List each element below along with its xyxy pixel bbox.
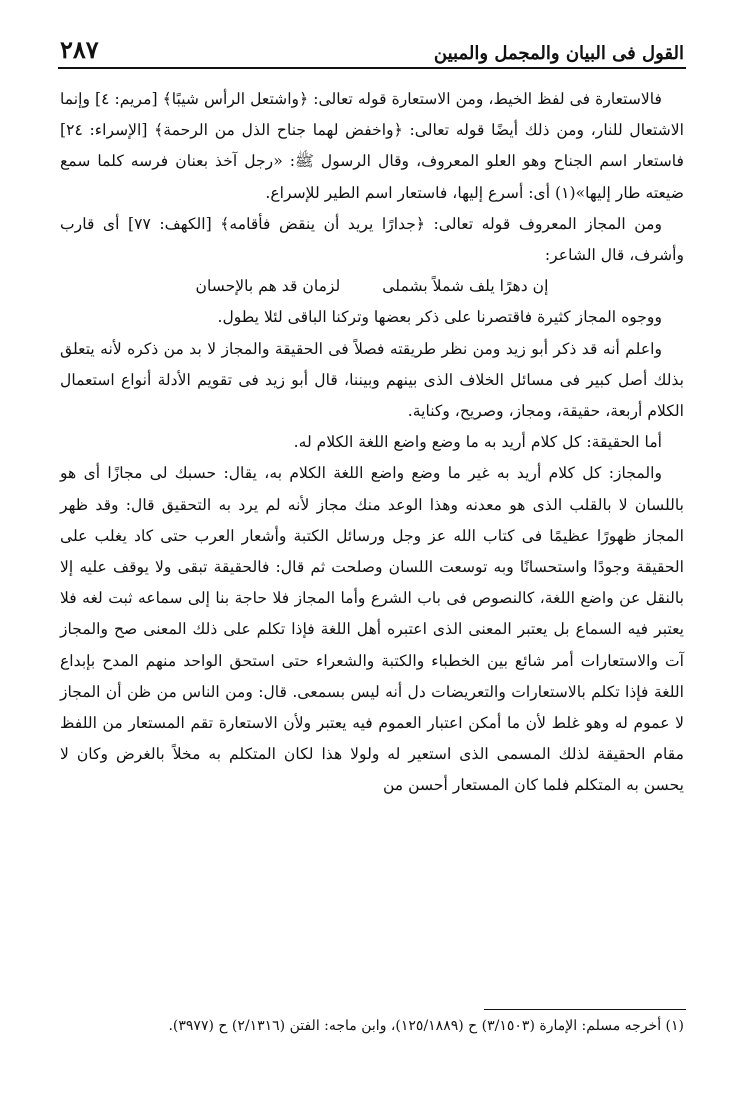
footnote: (١) أخرجه مسلم: الإمارة (٣/١٥٠٣) ح (١٢٥/١٨٨٩)، وابن ماجه: الفتن (٢/١٣١٦) ح (٣٩٧٧).: [168, 1018, 684, 1034]
paragraph-majaz-aspects: ووجوه المجاز كثيرة فاقتصرنا على ذكر بعضها وتركنا الباقى لئلا يطول.: [217, 308, 662, 327]
paragraph-abu-zaid: واعلم أنه قد ذكر أبو زيد ومن نظر طريقته فصلاً فى الحقيقة والمجاز لا بد من ذكره لأنه يتعلق بذلك أصل كبير فى مسائل الخلاف الذى بينهم وبيننا، قال أبو زيد فى تقويم الأدلة أنواع استعمال الكلام أربعة، حقيقة، ومجاز، وصريح، وكناية.: [60, 339, 684, 421]
paragraph-haqiqa-definition: أما الحقيقة: كل كلام أريد به ما وضع واضع اللغة الكلام له.: [293, 433, 662, 452]
paragraph-metaphor-examples: فالاستعارة فى لفظ الخيط، ومن الاستعارة قوله تعالى: ﴿واشتعل الرأس شيبًا﴾ [مريم: ٤] وإنما الاشتعال للنار، ومن ذلك أيضًا قوله تعالى: ﴿واخفض لهما جناح الذل من الرحمة﴾ [الإسراء: ٢٤] فاستعار اسم الجناح وهو العلو المعروف، وقال الرسول ﷺ: «رجل آخذ بعنان فرسه كلما سمع ضيعته طار إليها»(١) أى: أسرع إليها، فاستعار اسم الطير للإسراع.: [60, 90, 684, 202]
verse-hemistich-second: لزمان قد هم بالإحسان: [195, 277, 341, 296]
poem-verse: [60, 271, 684, 302]
verse-hemistich-first: إن دهرًا يلف شملاً بشملى: [382, 277, 549, 296]
page-number: ٢٨٧: [60, 35, 99, 64]
paragraph-majaz-definition: والمجاز: كل كلام أريد به غير ما وضع واضع اللغة الكلام به، يقال: حسبك لى مجازًا أى هو باللسان لا بالقلب الذى هو معدنه وهذا الوعد منك مجاز لأنه لم يرد به التحقيق قال: وقد ظهر المجاز ظهورًا عظيمًا فى كتاب الله عز وجل ورسائل الكتبة وأشعار العرب حتى كاد يغلب على الحقيقة وجودًا واستحسانًا وبه توسعت اللسان وصلحت ثم قال: فالحقيقة تبقى ولا يوقف عليه إلا بالنقل عن واضع اللغة، كالنصوص فى باب الشرع وأما المجاز فلا حاجة بنا إلى سماعه ثبت لغه فلا يعتبر فيه السماع بل يعتبر المعنى الذى اعتبره أهل اللغة فإذا تكلم على ذلك المعنى صح والمجاز آت والاستعارات أمر شائع بين الخطباء والكتبة والشعراء حتى استحق الواحد منهم المدح بإبداع اللغة فإذا تكلم بالاستعارات والتعريضات دل أنه ليس بسمعى. قال: ومن الناس من ظن أن المجاز لا عموم له وهو غلط لأن ما أمكن اعتبار العموم فيه يعتبر ولأن الاستعارة تقم المستعار من اللفظ مقام الحقيقة لذلك المسمى الذى استعير له ولولا هذا لكان المتكلم به مخلاً بالغرض وكان لا يحسن به المتكلم فلما كان المستعار أحسن من: [60, 464, 684, 795]
running-title: القول فى البيان والمجمل والمبين: [433, 43, 684, 64]
footnote-rule: [484, 1009, 686, 1010]
main-text: [60, 84, 684, 802]
page-header: [60, 34, 684, 64]
header-rule: [58, 67, 686, 69]
paragraph-known-majaz: ومن المجاز المعروف قوله تعالى: ﴿جدارًا يريد أن ينقض فأقامه﴾ [الكهف: ٧٧] أى قارب وأشرف، قال الشاعر:: [60, 214, 684, 265]
